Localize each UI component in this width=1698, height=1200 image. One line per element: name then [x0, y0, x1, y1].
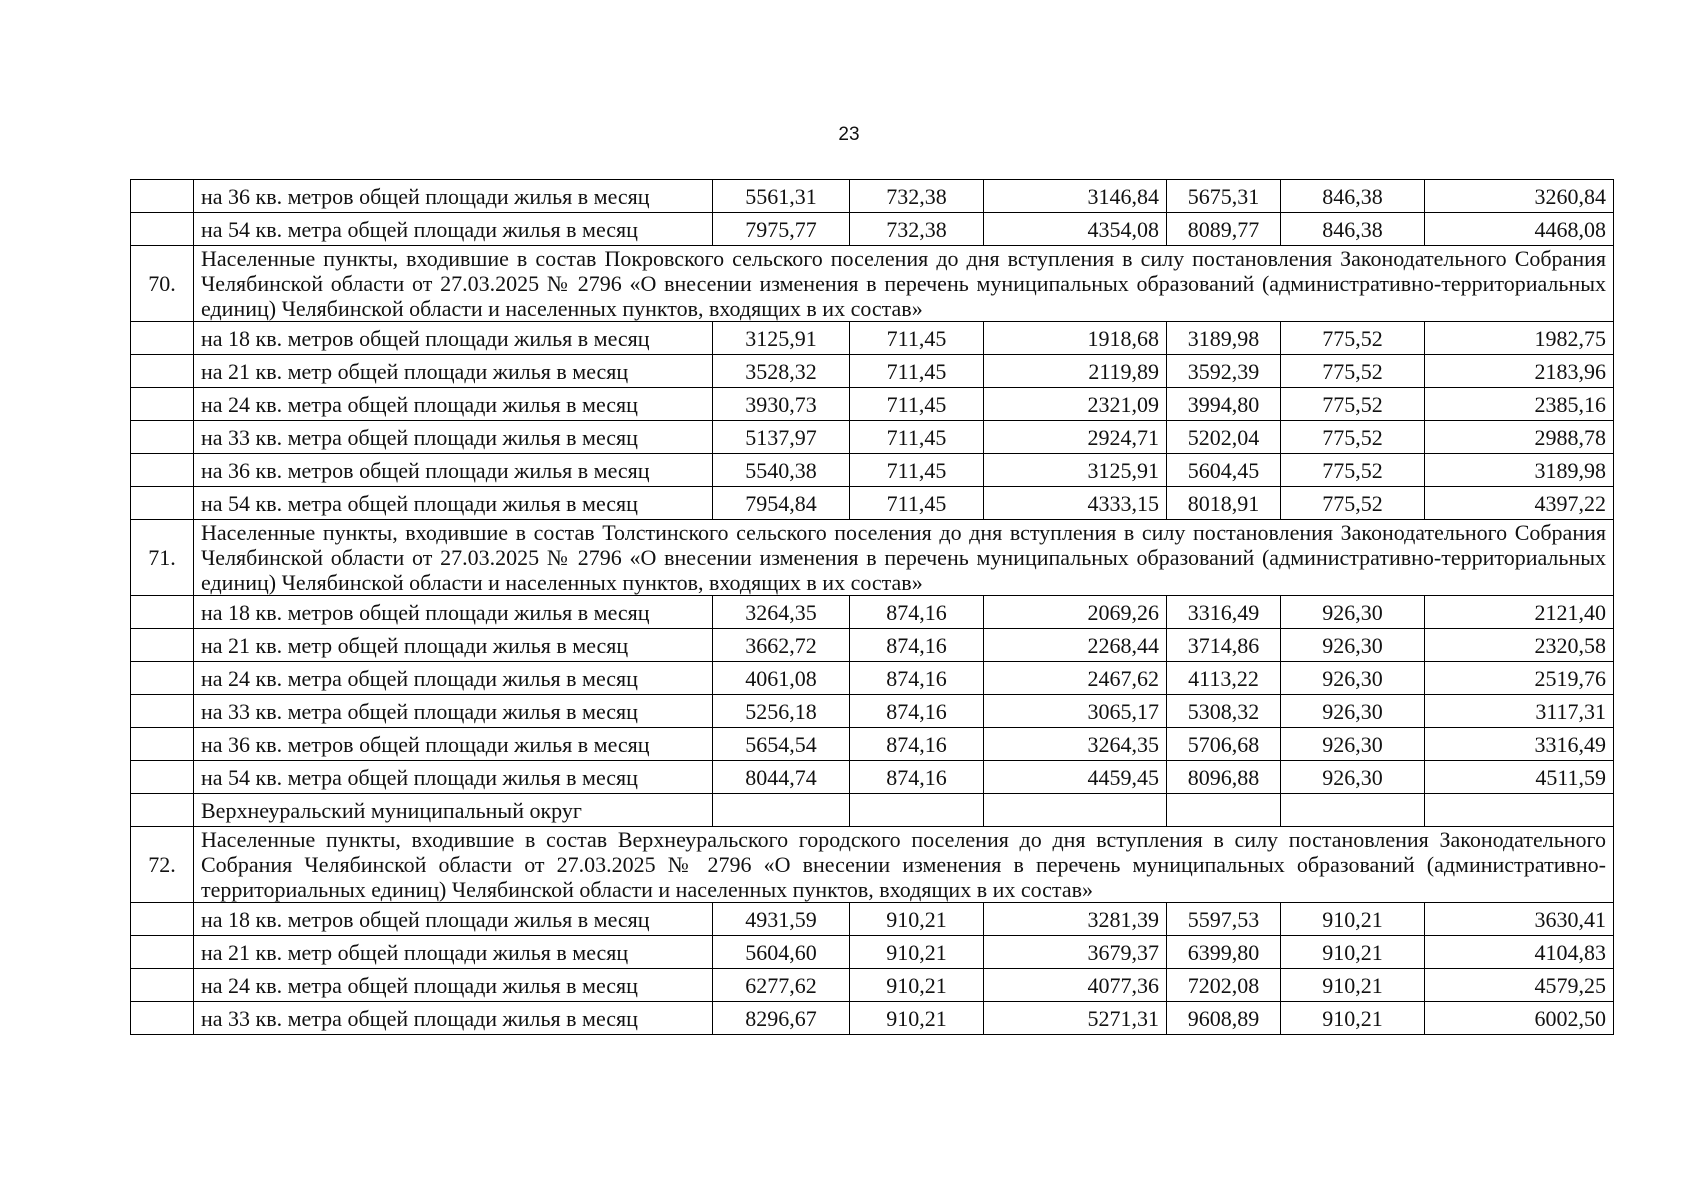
value-cell-6: 6002,50: [1425, 1002, 1614, 1035]
row-label: на 36 кв. метров общей площади жилья в месяц: [194, 454, 713, 487]
value-cell-1: 3528,32: [713, 355, 850, 388]
value-cell-3: 2268,44: [984, 629, 1167, 662]
value-cell-2: 711,45: [850, 454, 984, 487]
value-cell-4: 5308,32: [1167, 695, 1281, 728]
value-cell-1: 4931,59: [713, 903, 850, 936]
table-row: [131, 969, 1614, 1002]
value-cell-3: 4459,45: [984, 761, 1167, 794]
table-row: [131, 355, 1614, 388]
row-number-cell: [131, 596, 194, 629]
value-cell-3: 5271,31: [984, 1002, 1167, 1035]
table-row: [131, 180, 1614, 213]
value-cell-4: 6399,80: [1167, 936, 1281, 969]
value-cell-5: 910,21: [1281, 903, 1425, 936]
value-cell-3: 2467,62: [984, 662, 1167, 695]
table-row: [131, 936, 1614, 969]
value-cell-1: 5137,97: [713, 421, 850, 454]
value-cell-1: 8044,74: [713, 761, 850, 794]
table-row: [131, 903, 1614, 936]
value-cell-2: 711,45: [850, 322, 984, 355]
value-cell-3: 4333,15: [984, 487, 1167, 520]
value-cell-2: 874,16: [850, 662, 984, 695]
value-cell-4: 3592,39: [1167, 355, 1281, 388]
value-cell-4: 5202,04: [1167, 421, 1281, 454]
value-cell-4: 9608,89: [1167, 1002, 1281, 1035]
section-row: [131, 827, 1614, 903]
value-cell-3: 1918,68: [984, 322, 1167, 355]
value-cell-3: 3264,35: [984, 728, 1167, 761]
table-row: [131, 388, 1614, 421]
row-number-cell: [131, 794, 194, 827]
value-cell-1: [713, 794, 850, 827]
value-cell-3: 3281,39: [984, 903, 1167, 936]
value-cell-4: 8096,88: [1167, 761, 1281, 794]
value-cell-2: 874,16: [850, 629, 984, 662]
value-cell-5: 775,52: [1281, 487, 1425, 520]
section-row: [131, 246, 1614, 322]
row-label: на 33 кв. метра общей площади жилья в месяц: [194, 421, 713, 454]
row-number-cell: [131, 695, 194, 728]
value-cell-1: 7954,84: [713, 487, 850, 520]
value-cell-6: 3117,31: [1425, 695, 1614, 728]
value-cell-4: 5597,53: [1167, 903, 1281, 936]
section-description: Населенные пункты, входившие в состав Толстинского сельского поселения до дня вступления в силу постановления Законодательного Собрания Челябинской области от 27.03.2025 № 2796 «О внесении изменения в перечень муниципальных образований (административно-территориальных единиц) Челябинской области и населенных пунктов, входящих в их состав»: [194, 520, 1614, 596]
value-cell-6: 1982,75: [1425, 322, 1614, 355]
value-cell-2: 711,45: [850, 388, 984, 421]
value-cell-3: 2119,89: [984, 355, 1167, 388]
value-cell-4: 3189,98: [1167, 322, 1281, 355]
row-number-cell: [131, 969, 194, 1002]
section-description: Населенные пункты, входившие в состав Покровского сельского поселения до дня вступления в силу постановления Законодательного Собрания Челябинской области от 27.03.2025 № 2796 «О внесении изменения в перечень муниципальных образований (административно-территориальных единиц) Челябинской области и населенных пунктов, входящих в их состав»: [194, 246, 1614, 322]
section-row: [131, 520, 1614, 596]
value-cell-6: 3189,98: [1425, 454, 1614, 487]
value-cell-2: 910,21: [850, 969, 984, 1002]
value-cell-6: 2121,40: [1425, 596, 1614, 629]
table-row: [131, 794, 1614, 827]
value-cell-1: 7975,77: [713, 213, 850, 246]
value-cell-5: 846,38: [1281, 180, 1425, 213]
row-number-cell: [131, 355, 194, 388]
value-cell-1: 5654,54: [713, 728, 850, 761]
value-cell-3: [984, 794, 1167, 827]
value-cell-4: 5604,45: [1167, 454, 1281, 487]
value-cell-6: 4511,59: [1425, 761, 1614, 794]
value-cell-4: 3714,86: [1167, 629, 1281, 662]
row-label: Верхнеуральский муниципальный округ: [194, 794, 713, 827]
value-cell-6: 2988,78: [1425, 421, 1614, 454]
section-number: 71.: [131, 520, 194, 596]
table-row: [131, 596, 1614, 629]
value-cell-3: 2321,09: [984, 388, 1167, 421]
value-cell-1: 5540,38: [713, 454, 850, 487]
row-label: на 36 кв. метров общей площади жилья в месяц: [194, 180, 713, 213]
row-label: на 21 кв. метр общей площади жилья в месяц: [194, 936, 713, 969]
value-cell-2: 732,38: [850, 180, 984, 213]
value-cell-4: 7202,08: [1167, 969, 1281, 1002]
value-cell-5: 926,30: [1281, 761, 1425, 794]
tariff-table: [130, 179, 1614, 1035]
section-description: Населенные пункты, входившие в состав Верхнеуральского городского поселения до дня вступления в силу постановления Законодательного Собрания Челябинской области от 27.03.2025 № 2796 «О внесении изменения в перечень муниципальных образований (административно-территориальных единиц) Челябинской области и населенных пунктов, входящих в их состав»: [194, 827, 1614, 903]
row-number-cell: [131, 936, 194, 969]
value-cell-2: 874,16: [850, 695, 984, 728]
value-cell-6: 3260,84: [1425, 180, 1614, 213]
row-label: на 36 кв. метров общей площади жилья в месяц: [194, 728, 713, 761]
row-label: на 24 кв. метра общей площади жилья в месяц: [194, 662, 713, 695]
value-cell-5: 910,21: [1281, 936, 1425, 969]
value-cell-6: 2320,58: [1425, 629, 1614, 662]
table-row: [131, 454, 1614, 487]
value-cell-6: 4468,08: [1425, 213, 1614, 246]
table-row: [131, 662, 1614, 695]
value-cell-1: 3264,35: [713, 596, 850, 629]
value-cell-5: 926,30: [1281, 695, 1425, 728]
value-cell-4: 3994,80: [1167, 388, 1281, 421]
value-cell-2: 874,16: [850, 761, 984, 794]
table-row: [131, 322, 1614, 355]
row-number-cell: [131, 629, 194, 662]
value-cell-1: 3930,73: [713, 388, 850, 421]
value-cell-4: 8018,91: [1167, 487, 1281, 520]
row-number-cell: [131, 388, 194, 421]
row-number-cell: [131, 761, 194, 794]
value-cell-1: 5256,18: [713, 695, 850, 728]
value-cell-5: 775,52: [1281, 421, 1425, 454]
value-cell-2: 910,21: [850, 903, 984, 936]
table-row: [131, 213, 1614, 246]
row-number-cell: [131, 421, 194, 454]
value-cell-5: [1281, 794, 1425, 827]
value-cell-2: 874,16: [850, 596, 984, 629]
value-cell-3: 3146,84: [984, 180, 1167, 213]
value-cell-5: 775,52: [1281, 355, 1425, 388]
value-cell-2: 910,21: [850, 936, 984, 969]
row-number-cell: [131, 903, 194, 936]
row-label: на 33 кв. метра общей площади жилья в месяц: [194, 695, 713, 728]
row-number-cell: [131, 454, 194, 487]
section-number: 70.: [131, 246, 194, 322]
value-cell-2: 910,21: [850, 1002, 984, 1035]
row-label: на 18 кв. метров общей площади жилья в месяц: [194, 596, 713, 629]
value-cell-2: 732,38: [850, 213, 984, 246]
table-body: [131, 180, 1614, 1035]
row-label: на 18 кв. метров общей площади жилья в месяц: [194, 322, 713, 355]
row-number-cell: [131, 180, 194, 213]
row-label: на 33 кв. метра общей площади жилья в месяц: [194, 1002, 713, 1035]
row-label: на 18 кв. метров общей площади жилья в месяц: [194, 903, 713, 936]
value-cell-6: 2519,76: [1425, 662, 1614, 695]
value-cell-4: 3316,49: [1167, 596, 1281, 629]
value-cell-6: 3316,49: [1425, 728, 1614, 761]
value-cell-4: 5675,31: [1167, 180, 1281, 213]
row-number-cell: [131, 728, 194, 761]
value-cell-3: 2924,71: [984, 421, 1167, 454]
row-label: на 54 кв. метра общей площади жилья в месяц: [194, 487, 713, 520]
section-number: 72.: [131, 827, 194, 903]
page-number: 23: [838, 124, 860, 145]
value-cell-2: 711,45: [850, 355, 984, 388]
value-cell-6: 3630,41: [1425, 903, 1614, 936]
value-cell-5: 926,30: [1281, 596, 1425, 629]
value-cell-5: 910,21: [1281, 1002, 1425, 1035]
table-row: [131, 629, 1614, 662]
table-row: [131, 761, 1614, 794]
row-label: на 54 кв. метра общей площади жилья в месяц: [194, 761, 713, 794]
row-number-cell: [131, 487, 194, 520]
value-cell-5: 926,30: [1281, 662, 1425, 695]
table-row: [131, 487, 1614, 520]
value-cell-1: 3125,91: [713, 322, 850, 355]
value-cell-3: 4077,36: [984, 969, 1167, 1002]
value-cell-3: 3065,17: [984, 695, 1167, 728]
value-cell-2: 711,45: [850, 421, 984, 454]
value-cell-1: 5604,60: [713, 936, 850, 969]
value-cell-5: 846,38: [1281, 213, 1425, 246]
row-label: на 21 кв. метр общей площади жилья в месяц: [194, 355, 713, 388]
value-cell-6: 2385,16: [1425, 388, 1614, 421]
value-cell-4: 8089,77: [1167, 213, 1281, 246]
value-cell-1: 5561,31: [713, 180, 850, 213]
value-cell-5: 775,52: [1281, 322, 1425, 355]
value-cell-2: 711,45: [850, 487, 984, 520]
value-cell-5: 775,52: [1281, 388, 1425, 421]
value-cell-6: 4397,22: [1425, 487, 1614, 520]
value-cell-3: 4354,08: [984, 213, 1167, 246]
row-number-cell: [131, 322, 194, 355]
row-label: на 24 кв. метра общей площади жилья в месяц: [194, 969, 713, 1002]
table-row: [131, 1002, 1614, 1035]
value-cell-5: 926,30: [1281, 728, 1425, 761]
value-cell-6: [1425, 794, 1614, 827]
value-cell-1: 6277,62: [713, 969, 850, 1002]
value-cell-4: 4113,22: [1167, 662, 1281, 695]
table-row: [131, 728, 1614, 761]
row-number-cell: [131, 213, 194, 246]
row-label: на 21 кв. метр общей площади жилья в месяц: [194, 629, 713, 662]
value-cell-1: 3662,72: [713, 629, 850, 662]
row-number-cell: [131, 1002, 194, 1035]
row-label: на 24 кв. метра общей площади жилья в месяц: [194, 388, 713, 421]
value-cell-4: [1167, 794, 1281, 827]
value-cell-4: 5706,68: [1167, 728, 1281, 761]
table-row: [131, 421, 1614, 454]
value-cell-6: 4579,25: [1425, 969, 1614, 1002]
value-cell-3: 3125,91: [984, 454, 1167, 487]
value-cell-5: 775,52: [1281, 454, 1425, 487]
value-cell-2: [850, 794, 984, 827]
value-cell-6: 4104,83: [1425, 936, 1614, 969]
value-cell-5: 910,21: [1281, 969, 1425, 1002]
table-row: [131, 695, 1614, 728]
value-cell-1: 4061,08: [713, 662, 850, 695]
value-cell-6: 2183,96: [1425, 355, 1614, 388]
value-cell-3: 3679,37: [984, 936, 1167, 969]
row-label: на 54 кв. метра общей площади жилья в месяц: [194, 213, 713, 246]
value-cell-2: 874,16: [850, 728, 984, 761]
value-cell-1: 8296,67: [713, 1002, 850, 1035]
value-cell-5: 926,30: [1281, 629, 1425, 662]
row-number-cell: [131, 662, 194, 695]
value-cell-3: 2069,26: [984, 596, 1167, 629]
